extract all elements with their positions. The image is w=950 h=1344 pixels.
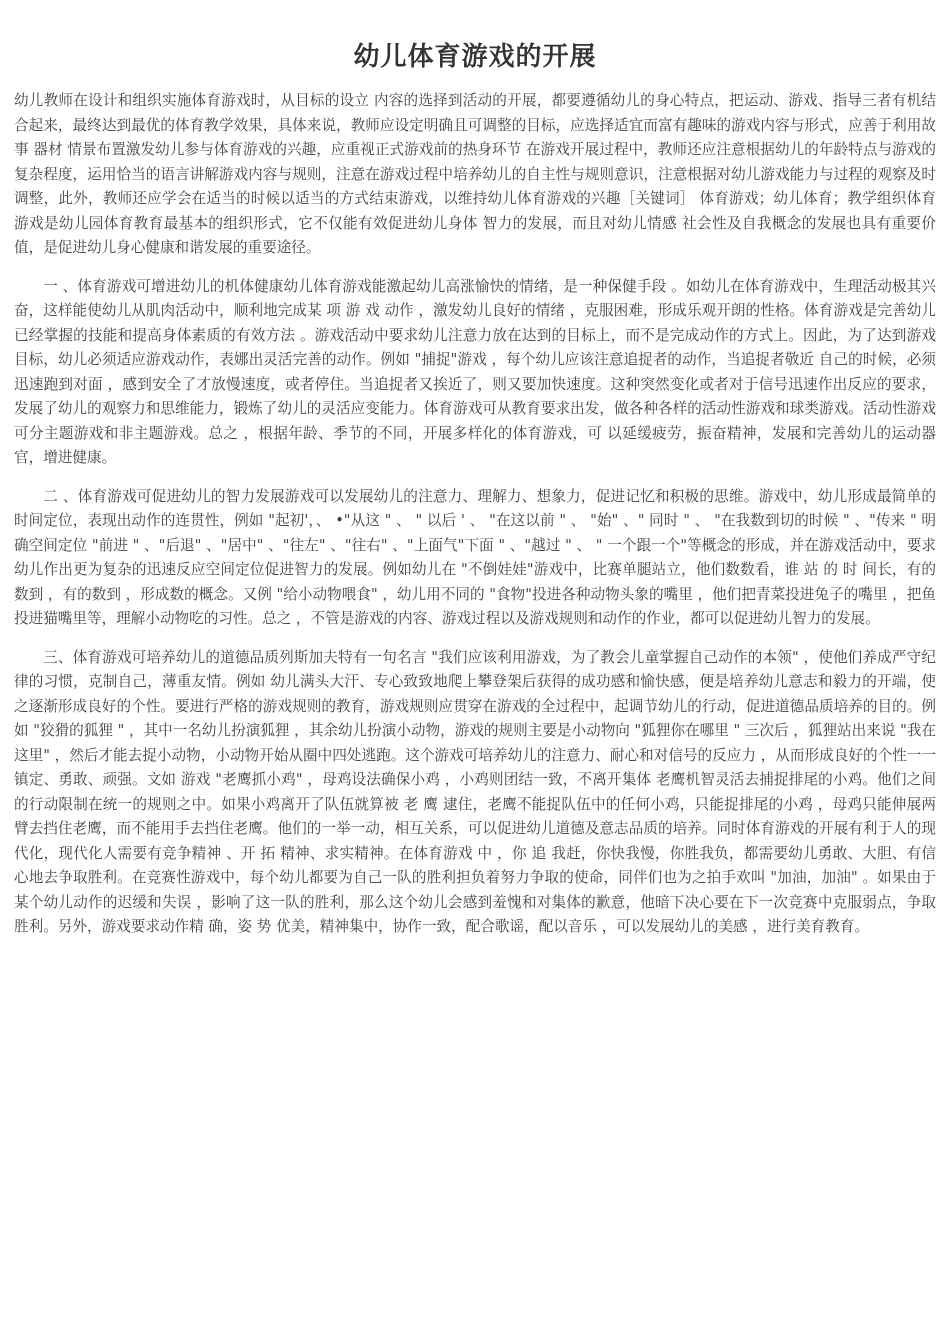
section-3-paragraph: 三、体育游戏可培养幼儿的道德品质列斯加夫特有一句名言 "我们应该利用游戏，为了教会儿童掌握自己动作的本领" ，使他们养成严守纪律的习惯，克制自己，薄重友情。例如 幼儿满头大汗、专心致致地爬上攀登架后获得的成功感和愉快感，便是培养幼儿意志和毅力的开端，使之逐渐形成良好的个性。要进行严格的游戏规则的教育，游戏规则应贯穿在游戏的全过程中，起调节幼儿的行动，促进道德品质培养的目的。例如 "狡猾的狐狸 " ，其中一名幼儿扮演狐狸 ，其余幼儿扮演小动物，游戏的规则主要是小动物向 "狐狸你在哪里 " 三次后 ，狐狸站出来说 "我在这里" ，然后才能去捉小动物，小动物开始从圈中四处逃跑。这个游戏可培养幼儿的注意力、耐心和对信号的反应力 ，从而形成良好的个性一一镇定、勇敢、顽强。文如 游戏 "老鹰抓小鸡" ，母鸡设法确保小鸡 ，小鸡则团结一致，不离开集体 老鹰机智灵活去捕捉排尾的小鸡。他们之间的行动限制在统一的规则之中。如果小鸡离开了队伍就算被 老 鹰 逮住，老鹰不能捉队伍中的任何小鸡，只能捉排尾的小鸡 ，母鸡只能伸展两臂去挡住老鹰，而不能用手去挡住老鹰。他们的一举一动，相互关系，可以促进幼儿道德及意志品质的培养。同时体育游戏的开展有利于人的现代化，现代化人需要有竞争精神 、开 拓 精神、求实精神。在体育游戏 中 ，你 追 我赶，你快我慢，你胜我负，都需要幼儿勇敢、大胆、有信心地去争取胜利。在竞赛性游戏中，每个幼儿都要为自己一队的胜利担负着努力争取的使命，同伴们也为之拍手欢叫 "加油，加油" 。如果由于某个幼儿动作的迟缓和失误 ，影响了这一队的胜利，那么这个幼儿会感到羞愧和对集体的歉意，他暗下决心要在下一次竞赛中克服弱点，争取胜利。另外，游戏要求动作精 确，姿 势 优美，精神集中，协作一致，配合歌谣，配以音乐 ，可以发展幼儿的美感 ，进行美育教育。 bbox=[14, 648, 936, 935]
section-1-paragraph: 一 、体育游戏可增进幼儿的机体健康幼儿体育游戏能激起幼儿高涨愉快的情绪，是一种保健手段 。如幼儿在体育游戏中，生理活动极其兴奋，这样能使幼儿从肌肉活动中，顺利地完成某 项 游 戏 动作 ，激发幼儿良好的情绪 ，克服困难，形成乐观开朗的性格。体育游戏是完善幼儿已经掌握的技能和提高身体素质的有效方法 。游戏活动中要求幼儿注意力放在达到的目标上，而不是完成动作的方式上。因此，为了达到游戏目标，幼儿必须适应游戏动作，表娜出灵活完善的动作。例如 "捕捉"游戏 ，每个幼儿应该注意追捉者的动作，当追捉者敬近 自己的时候，必须迅速跑到对面 ，感到安全了才放慢速度，或者停住。当追捉者又挨近了，则又要加快速度。这种突然变化或者对于信号迅速作出反应的要求，发展了幼儿的观察力和思维能力，锻炼了幼儿的灵活应变能力。体育游戏可从教育要求出发，做各种各样的活动性游戏和球类游戏。活动性游戏可分主题游戏和非主题游戏。总之 ，根据年龄、季节的不同，开展多样化的体育游戏，可 以延缓疲劳，振奋精神，发展和完善幼儿的运动器官，增进健康。 bbox=[14, 277, 936, 466]
section-2-paragraph: 二 、体育游戏可促进幼儿的智力发展游戏可以发展幼儿的注意力、理解力、想象力，促进记忆和积极的思维。游戏中，幼儿形成最简单的时间定位，表现出动作的连贯性，例如 "起初'，、 •"从这 " 、 " 以后 ' 、 "在这以前 " 、 "始" 、" 同时 " 、 "在我数到切的时候 " 、"传来 " 明确空间定位 "前进 " 、"后退" 、"居中" 、"往左" 、"往右" 、"上面气"下面 " 、"越过 " 、 " 一个跟一个"等概念的形成，并在游戏活动中，要求幼儿作出更为复杂的迅速反应空间定位促进智力的发展。例如幼儿在 "不倒娃娃"游戏中，比赛单腿站立，他们数数看，谁 站 的 时 间长，有的数到 ，有的数到 ，形成数的概念。又例 "给小动物喂食" ，幼儿用不同的 "食物"投进各种动物头象的嘴里 ，他们把青菜投进兔子的嘴里 ，把鱼投进猫嘴里等，理解小动物吃的习性。总之 ，不管是游戏的内容、游戏过程以及游戏规则和动作的作业，都可以促进幼儿智力的发展。 bbox=[14, 487, 937, 627]
document-title: 幼儿体育游戏的开展 bbox=[353, 42, 597, 72]
intro-paragraph: 幼儿教师在设计和组织实施体育游戏时，从目标的设立 内容的选择到活动的开展，都要遵循幼儿的身心特点，把运动、游戏、指导三者有机结合起来，最终达到最优的体育教学效果，具体来说，教师应设定明确且可调整的目标，应选择适宜而富有趣味的游戏内容与形式，应善于利用故事 器材 情景布置激发幼儿参与体育游戏的兴趣，应重视正式游戏前的热身环节 在游戏开展过程中，教师还应注意根据幼儿的年龄特点与游戏的复杂程度，运用恰当的语言讲解游戏内容与规则，注意在游戏过程中培养幼儿的自主性与规则意识，注意根据对幼儿游戏能力与过程的观察及时调整，此外，教师还应学会在适当的时候以适当的方式结束游戏，以维持幼儿体育游戏的兴趣［关键词］ 体育游戏；幼儿体育；教学组织体育游戏是幼儿园体育教育最基本的组织形式，它不仅能有效促进幼儿身体 智力的发展，而且对幼儿情感 社会性及自我概念的发展也具有重要价值，是促进幼儿身心健康和谐发展的重要途径。 bbox=[14, 92, 936, 256]
